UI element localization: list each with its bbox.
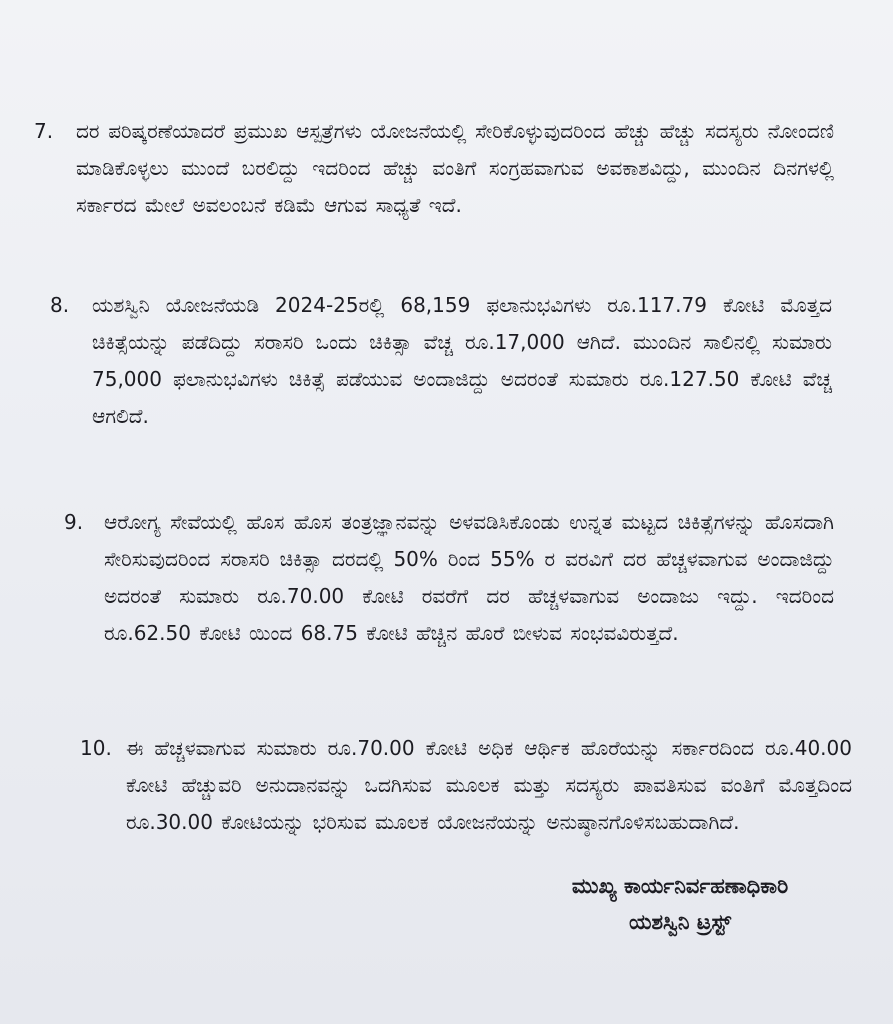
paragraph-9	[64, 504, 834, 652]
paragraph-text: ಆರೋಗ್ಯ ಸೇವೆಯಲ್ಲಿ ಹೊಸ ಹೊಸ ತಂತ್ರಜ್ಞಾನವನ್ನು ಅಳವಡಿಸಿಕೊಂಡು ಉನ್ನತ ಮಟ್ಟದ ಚಿಕಿತ್ಸೆಗಳನ್ನು ಹೊಸದಾಗಿ ಸೇರಿಸುವುದರಿಂದ ಸರಾಸರಿ ಚಿಕಿತ್ಸಾ ದರದಲ್ಲಿ 50% ರಿಂದ 55% ರ ವರವಿಗೆ ದರ ಹೆಚ್ಚಳವಾಗುವ ಅಂದಾಜಿದ್ದು ಅದರಂತೆ ಸುಮಾರು ರೂ.70.00 ಕೋಟಿ ರವರೆಗೆ ದರ ಹೆಚ್ಚಳವಾಗುವ ಅಂದಾಜು ಇದ್ದು. ಇದರಿಂದ ರೂ.62.50 ಕೋಟಿ ಯಿಂದ 68.75 ಕೋಟಿ ಹೆಚ್ಚಿನ ಹೊರೆ ಬೀಳುವ ಸಂಭವವಿರುತ್ತದೆ.	[104, 510, 834, 645]
paragraph-text: ಯಶಸ್ವಿನಿ ಯೋಜನೆಯಡಿ 2024-25ರಲ್ಲಿ 68,159 ಫಲಾನುಭವಿಗಳು ರೂ.117.79 ಕೋಟಿ ಮೊತ್ತದ ಚಿಕಿತ್ಸೆಯನ್ನು ಪಡೆದಿದ್ದು ಸರಾಸರಿ ಒಂದು ಚಿಕಿತ್ಸಾ ವೆಚ್ಚ ರೂ.17,000 ಆಗಿದೆ. ಮುಂದಿನ ಸಾಲಿನಲ್ಲಿ ಸುಮಾರು 75,000 ಫಲಾನುಭವಿಗಳು ಚಿಕಿತ್ಸೆ ಪಡೆಯುವ ಅಂದಾಜಿದ್ದು ಅದರಂತೆ ಸುಮಾರು ರೂ.127.50 ಕೋಟಿ ವೆಚ್ಚ ಆಗಲಿದೆ.	[92, 293, 832, 428]
paragraph-7	[34, 113, 834, 224]
paragraph-number: 7.	[34, 119, 54, 143]
paragraph-text: ಈ ಹೆಚ್ಚಳವಾಗುವ ಸುಮಾರು ರೂ.70.00 ಕೋಟಿ ಅಧಿಕ ಆರ್ಥಿಕ ಹೊರೆಯನ್ನು ಸರ್ಕಾರದಿಂದ ರೂ.40.00 ಕೋಟಿ ಹೆಚ್ಚುವರಿ ಅನುದಾನವನ್ನು ಒದಗಿಸುವ ಮೂಲಕ ಮತ್ತು ಸದಸ್ಯರು ಪಾವತಿಸುವ ವಂತಿಗೆ ಮೊತ್ತದಿಂದ ರೂ.30.00 ಕೋಟಿಯನ್ನು ಭರಿಸುವ ಮೂಲಕ ಯೋಜನೆಯನ್ನು ಅನುಷ್ಠಾನಗೊಳಿಸಬಹುದಾಗಿದೆ.	[126, 736, 852, 834]
paragraph-number: 9.	[64, 510, 84, 534]
signatory-organization: ಯಶಸ್ವಿನಿ ಟ್ರಸ್ಟ್	[629, 910, 731, 934]
paragraph-text: ದರ ಪರಿಷ್ಕರಣೆಯಾದರೆ ಪ್ರಮುಖ ಆಸ್ಪತ್ರೆಗಳು ಯೋಜನೆಯಲ್ಲಿ ಸೇರಿಕೊಳ್ಳುವುದರಿಂದ ಹೆಚ್ಚು ಹೆಚ್ಚು ಸದಸ್ಯರು ನೋಂದಣಿ ಮಾಡಿಕೊಳ್ಳಲು ಮುಂದೆ ಬರಲಿದ್ದು ಇದರಿಂದ ಹೆಚ್ಚು ವಂತಿಗೆ ಸಂಗ್ರಹವಾಗುವ ಅವಕಾಶವಿದ್ದು, ಮುಂದಿನ ದಿನಗಳಲ್ಲಿ ಸರ್ಕಾರದ ಮೇಲೆ ಅವಲಂಬನೆ ಕಡಿಮೆ ಆಗುವ ಸಾಧ್ಯತೆ ಇದೆ.	[76, 119, 834, 217]
paragraph-number: 8.	[50, 293, 70, 317]
paragraph-10	[80, 730, 852, 841]
signature-block	[500, 868, 860, 940]
paragraph-number: 10.	[80, 736, 112, 760]
signatory-designation: ಮುಖ್ಯ ಕಾರ್ಯನಿರ್ವಹಣಾಧಿಕಾರಿ	[571, 874, 789, 898]
paragraph-8	[50, 287, 832, 435]
